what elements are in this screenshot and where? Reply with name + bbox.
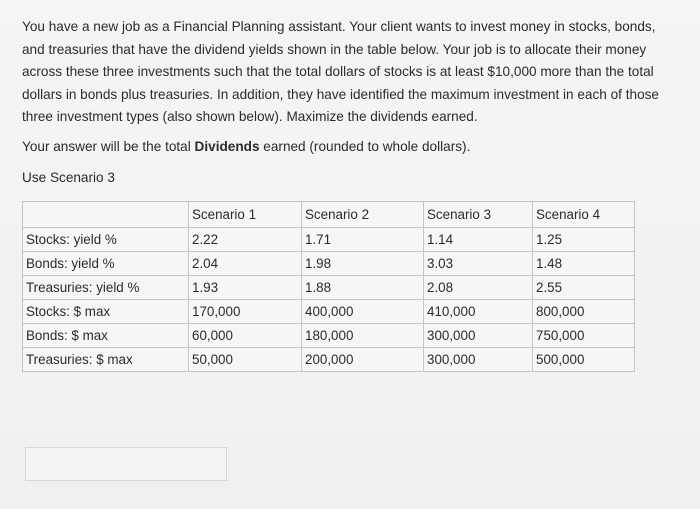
question-text [22, 16, 692, 129]
answer-input[interactable] [25, 447, 227, 481]
scenario-instruction: Use Scenario 3 [22, 170, 115, 185]
row-label: Treasuries: yield % [23, 276, 189, 300]
table-row [23, 228, 635, 252]
table-cell: 50,000 [189, 348, 302, 372]
question-line: three investment types (also shown below). Maximize the dividends earned. [22, 109, 478, 124]
row-label: Bonds: yield % [23, 252, 189, 276]
question-line: dollars in bonds plus treasuries. In addition, they have identified the maximum investment in each of those [22, 86, 659, 102]
answer-instruction-bold: Dividends [194, 139, 260, 154]
table-cell: 1.88 [302, 276, 424, 300]
table-cell: 750,000 [533, 324, 635, 348]
table-cell: 2.55 [533, 276, 635, 300]
table-header-cell: Scenario 1 [189, 202, 302, 228]
table-row [23, 276, 635, 300]
table-cell: 1.14 [424, 228, 533, 252]
table-row [23, 324, 635, 348]
table-cell: 400,000 [302, 300, 424, 324]
row-label: Stocks: yield % [23, 228, 189, 252]
table-header-cell: Scenario 4 [533, 202, 635, 228]
table-header-row [23, 202, 635, 228]
table-header-cell: Scenario 3 [424, 202, 533, 228]
table-cell: 1.98 [302, 252, 424, 276]
table-header-cell: Scenario 2 [302, 202, 424, 228]
table-cell: 800,000 [533, 300, 635, 324]
table-row [23, 348, 635, 372]
table-row [23, 300, 635, 324]
table-cell: 2.08 [424, 276, 533, 300]
yields-table [22, 201, 635, 372]
answer-instruction [22, 139, 470, 154]
table-cell: 200,000 [302, 348, 424, 372]
table-header-cell [23, 202, 189, 228]
table-cell: 180,000 [302, 324, 424, 348]
table-cell: 1.48 [533, 252, 635, 276]
question-line: and treasuries that have the dividend yields shown in the table below. Your job is to allocate their money [22, 41, 647, 57]
table-cell: 1.25 [533, 228, 635, 252]
table-cell: 410,000 [424, 300, 533, 324]
table-row [23, 252, 635, 276]
row-label: Bonds: $ max [23, 324, 189, 348]
table-cell: 60,000 [189, 324, 302, 348]
question-line: You have a new job as a Financial Planning assistant. Your client wants to invest money in stocks, bonds, [22, 19, 656, 34]
table-cell: 1.71 [302, 228, 424, 252]
question-line: across these three investments such that the total dollars of stocks is at least $10,000 more than the total [22, 64, 654, 79]
table-cell: 2.04 [189, 252, 302, 276]
table-cell: 300,000 [424, 348, 533, 372]
table-cell: 2.22 [189, 228, 302, 252]
table-cell: 300,000 [424, 324, 533, 348]
row-label: Treasuries: $ max [23, 348, 189, 372]
answer-instruction-prefix: Your answer will be the total [22, 139, 195, 154]
table-cell: 500,000 [533, 348, 635, 372]
row-label: Stocks: $ max [23, 300, 189, 324]
table-cell: 3.03 [424, 252, 533, 276]
answer-instruction-suffix: earned (rounded to whole dollars). [259, 139, 471, 154]
table-cell: 1.93 [189, 276, 302, 300]
table-cell: 170,000 [189, 300, 302, 324]
